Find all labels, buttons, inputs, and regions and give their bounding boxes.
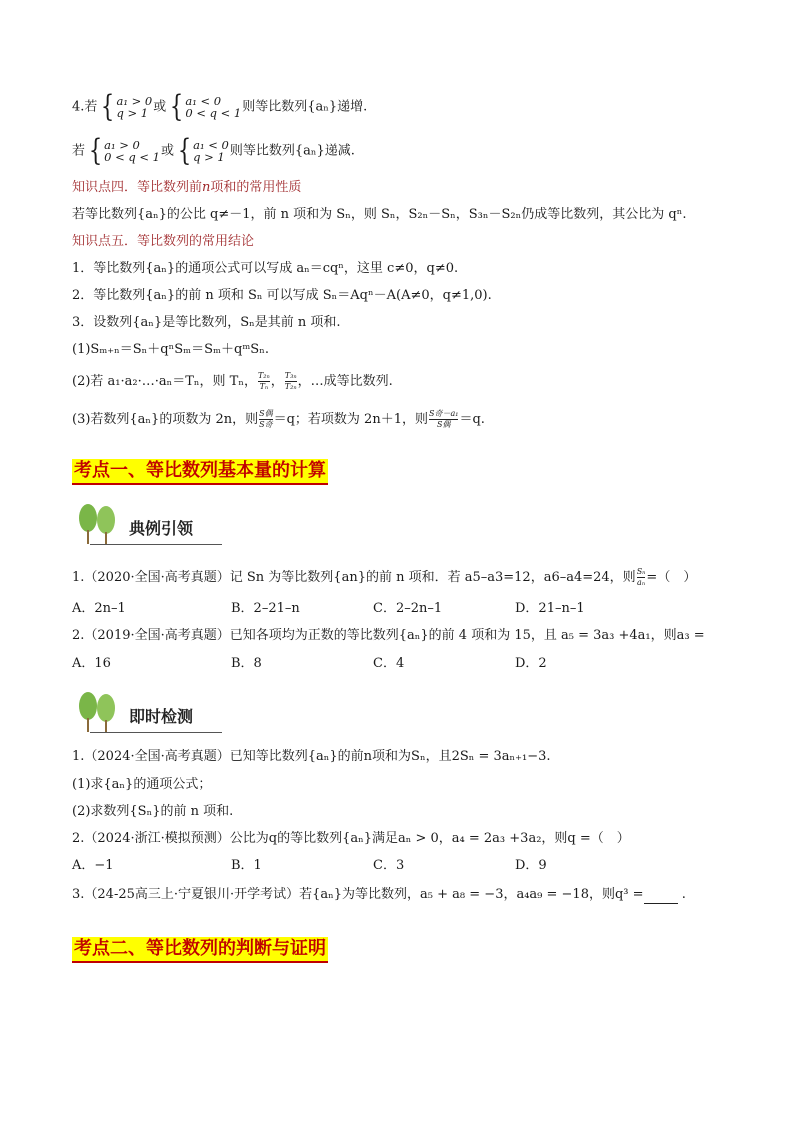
cond: 0 < q < 1 <box>185 106 242 120</box>
example-2-option-a: A．16 <box>72 656 111 671</box>
text: ，…成等比数列. <box>297 374 393 389</box>
check-1-question: 1.（2024·全国·高考真题）已知等比数列{aₙ}的前n项和为Sₙ，且2Sₙ = 3aₙ₊₁−3. <box>72 749 551 764</box>
cond: q > 1 <box>116 106 149 120</box>
property-4-decreasing <box>72 133 355 168</box>
denominator: Tₙ <box>259 382 269 391</box>
check-1-sub-1: (1)求{aₙ}的通项公式； <box>72 777 212 792</box>
check-2-option-b: B．1 <box>231 858 262 873</box>
example-1-option-d: D．21–n–1 <box>515 601 585 616</box>
example-2-option-c: C．4 <box>373 656 405 671</box>
conclusion-3-3 <box>72 410 485 429</box>
fraction <box>429 410 458 429</box>
knowledge-point-4-title <box>72 179 301 197</box>
text: 知识点四．等比数列前 <box>72 180 203 195</box>
cond: a₁ > 0 <box>116 94 153 108</box>
text: 则等比数列{aₙ}递减. <box>229 143 355 159</box>
conclusion-3-2: (2)若 a₁·a₂·…·aₙ＝Tₙ，则 Tₙ， $\frac{\text{T₂ₙ}}{\text{Tₙ}}$ ， $\frac{\text{T₃ₙ}}{\text{T₂ₙ}}$ ，…成等比数列. <box>72 371 393 391</box>
check-2-option-c: C．3 <box>373 858 405 873</box>
banner-quick-check <box>72 690 222 738</box>
text: 3.（24-25高三上·宁夏银川·开学考试）若{aₙ}为等比数列，a₅ + a₈ = −3，a₄a₉ = −18，则q³ = <box>72 887 644 902</box>
text: 则等比数列{aₙ}递增. <box>242 99 368 115</box>
text: 若 <box>72 143 86 159</box>
system-2: { a₁ < 0 0 < q < 1 <box>170 89 242 124</box>
conclusion-1: 1．等比数列{aₙ}的通项公式可以写成 aₙ＝cqⁿ，这里 c≠0，q≠0. <box>72 261 459 276</box>
numerator: T₃ₙ <box>284 371 297 380</box>
example-1-question <box>72 568 696 587</box>
cond: q > 1 <box>193 150 225 164</box>
example-2-question: 2.（2019·全国·高考真题）已知各项均为正数的等比数列{aₙ}的前 4 项和为 15，且 a₅ = 3a₃ +4a₁，则a₃ = <box>72 628 705 643</box>
banner-label: 即时检测 <box>129 707 194 726</box>
check-2-question: 2.（2024·浙江·模拟预测）公比为q的等比数列{aₙ}满足aₙ > 0，a₄ = 2a₃ +3a₂，则q =（ ） <box>72 831 630 846</box>
text: (2)若 a₁·a₂·…·aₙ＝Tₙ，则 Tₙ， <box>72 374 257 389</box>
denominator: aₙ <box>637 578 646 587</box>
conclusion-3: 3．设数列{aₙ}是等比数列，Sₙ是其前 n 项和. <box>72 315 341 330</box>
conclusion-2: 2．等比数列{aₙ}的前 n 项和 Sₙ 可以写成 Sₙ＝Aqⁿ－A(A≠0，q≠1,0). <box>72 288 492 303</box>
check-1-sub-2: (2)求数列{Sₙ}的前 n 项和. <box>72 804 234 819</box>
numerator: T₂ₙ <box>257 371 270 380</box>
example-1-option-a: A．2n–1 <box>72 601 126 616</box>
section-heading-2: 考点二、等比数列的判断与证明 <box>72 937 328 963</box>
example-2-option-b: B．8 <box>231 656 262 671</box>
text: ＝q. <box>459 412 485 427</box>
answer-blank[interactable] <box>644 891 678 904</box>
fraction <box>637 568 646 587</box>
denominator: S偶 <box>429 419 458 429</box>
numerator: S偶 <box>259 409 273 418</box>
check-2-option-a: A．−1 <box>72 858 114 873</box>
denominator: S奇 <box>259 420 273 429</box>
section-heading-1: 考点一、等比数列基本量的计算 <box>72 459 328 485</box>
text: 或 <box>153 99 167 115</box>
banner-underline <box>90 544 222 545</box>
system-1: { a₁ > 0 0 < q < 1 <box>88 133 160 168</box>
banner-examples <box>72 502 222 550</box>
conclusion-3-1: (1)Sₘ₊ₙ＝Sₙ＋qⁿSₘ＝Sₘ＋qᵐSₙ. <box>72 342 269 357</box>
cond: a₁ > 0 <box>104 138 140 152</box>
example-1-option-c: C．2–2n–1 <box>373 601 443 616</box>
banner-label: 典例引领 <box>129 519 194 538</box>
numerator: Sₙ <box>636 567 646 576</box>
check-3-question <box>72 886 686 904</box>
text: =（ ） <box>646 570 697 585</box>
denominator: T₂ₙ <box>284 382 297 391</box>
example-2-option-d: D．2 <box>515 656 547 671</box>
numerator: S奇－a₁ <box>428 409 459 418</box>
property-4-increasing <box>72 89 368 124</box>
fraction <box>285 372 297 391</box>
example-1-option-b: B．2–21–n <box>231 601 300 616</box>
text: 1.（2020·全国·高考真题）记 Sn 为等比数列{an}的前 n 项和．若 a5–a3=12，a6–a4=24，则 <box>72 570 636 585</box>
knowledge-point-5-title: 知识点五．等比数列的常用结论 <box>72 234 255 249</box>
text: 或 <box>161 143 175 159</box>
text: (3)若数列{aₙ}的项数为 2n，则 <box>72 412 259 427</box>
text: . <box>681 887 686 902</box>
fraction <box>258 372 270 391</box>
system-1: { a₁ > 0 q > 1 <box>101 89 153 124</box>
text: ＝q；若项数为 2n＋1，则 <box>273 412 428 427</box>
banner-underline <box>90 732 222 733</box>
fraction <box>259 410 272 429</box>
tree-icon <box>72 690 132 738</box>
text: 项和的常用性质 <box>210 180 302 195</box>
knowledge-point-4-body: 若等比数列{aₙ}的公比 q≠－1，前 n 项和为 Sₙ，则 Sₙ，S₂ₙ－Sₙ，S₃ₙ－S₂ₙ仍成等比数列，其公比为 qⁿ. <box>72 207 687 222</box>
cond: a₁ < 0 <box>185 94 222 108</box>
cond: 0 < q < 1 <box>104 150 160 164</box>
tree-icon <box>72 502 132 550</box>
check-2-option-d: D．9 <box>515 858 547 873</box>
system-2: { a₁ < 0 q > 1 <box>177 133 229 168</box>
text: 4.若 <box>72 99 98 115</box>
text: n <box>202 180 211 195</box>
cond: a₁ < 0 <box>193 138 229 152</box>
